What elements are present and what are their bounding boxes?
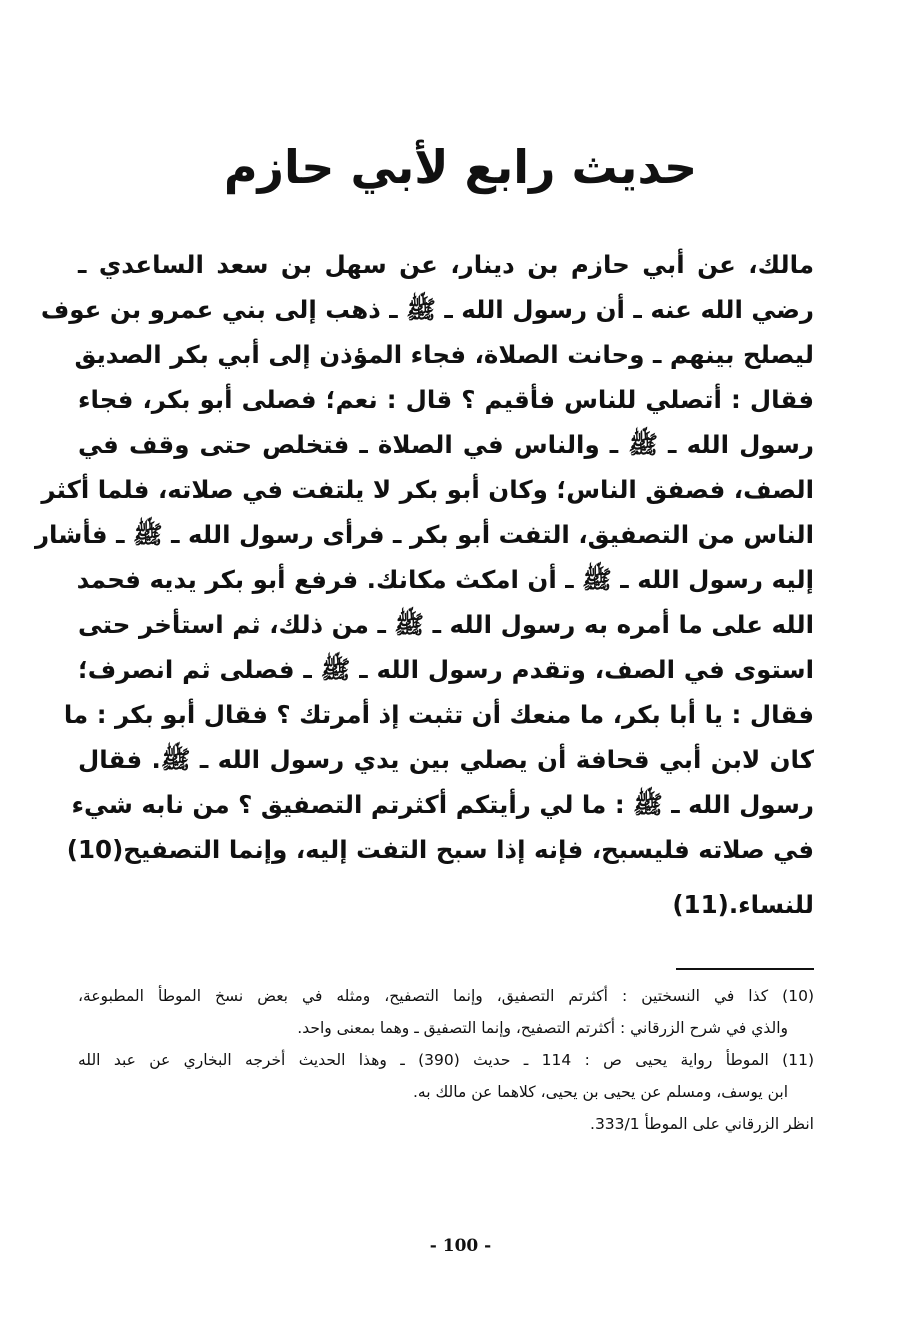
text-line: استوى في الصف، وتقدم رسول الله ـ ﷺ ـ فصلى ثم انصرف؛ [78,655,814,684]
text-line: الناس من التصفيق، التفت أبو بكر ـ فرأى رسول الله ـ ﷺ ـ فأشار [34,520,814,549]
footnote-line: ابن يوسف، ومسلم عن يحيى بن يحيى، كلاهما عن مالك به. [413,1083,788,1101]
footnotes [78,980,814,1140]
footnote-line: (10) كذا في النسختين : أكثرتم التصفيق، وإنما التصفيح، ومثله في بعض نسخ الموطأ المطبوعة، [78,987,814,1005]
text-line: إليه رسول الله ـ ﷺ ـ أن امكث مكانك. فرفع أبو بكر يديه فحمد [76,565,814,594]
text-line: مالك، عن أبي حازم بن دينار، عن سهل بن سعد الساعدي ـ [78,250,814,279]
text-line: رسول الله ـ ﷺ : ما لي رأيتكم أكثرتم التصفيق ؟ من نابه شيء [71,790,814,819]
footnote-line: انظر الزرقاني على الموطأ 333/1. [590,1115,814,1133]
text-line: فقال : يا أبا بكر، ما منعك أن تثبت إذ أمرتك ؟ فقال أبو بكر : ما [63,700,814,729]
text-line: للنساء.(11) [672,890,814,919]
text-line: الصف، فصفق الناس؛ وكان أبو بكر لا يلتفت في صلاته، فلما أكثر [41,475,814,504]
page-number: - 100 - [429,1236,492,1256]
text-line: كان لابن أبي قحافة أن يصلي بين يدي رسول الله ـ ﷺ. فقال [78,745,814,774]
footnote-separator [676,968,814,970]
page-title: حديث رابع لأبي حازم [223,140,698,194]
text-line: رسول الله ـ ﷺ ـ والناس في الصلاة ـ فتخلص حتى وقف في [78,430,814,459]
text-line: ليصلح بينهم ـ وحانت الصلاة، فجاء المؤذن إلى أبي بكر الصديق [74,340,814,369]
footnote-line: (11) الموطأ رواية يحيى ص : 114 ـ حديث (390) ـ وهذا الحديث أخرجه البخاري عن عبد الله [78,1051,815,1069]
text-line: فقال : أتصلي للناس فأقيم ؟ قال : نعم؛ فصلى أبو بكر، فجاء [78,385,814,414]
footnote-line: والذي في شرح الزرقاني : أكثرتم التصفيح، وإنما التصفيق ـ وهما بمعنى واحد. [297,1019,788,1037]
text-line: رضي الله عنه ـ أن رسول الله ـ ﷺ ـ ذهب إلى بني عمرو بن عوف [40,295,814,324]
text-line: الله على ما أمره به رسول الله ـ ﷺ ـ من ذلك، ثم استأخر حتى [78,610,814,639]
text-line: في صلاته فليسبح، فإنه إذا سبح التفت إليه، وإنما التصفيح(10) [66,835,814,864]
hadith-text [34,242,814,927]
